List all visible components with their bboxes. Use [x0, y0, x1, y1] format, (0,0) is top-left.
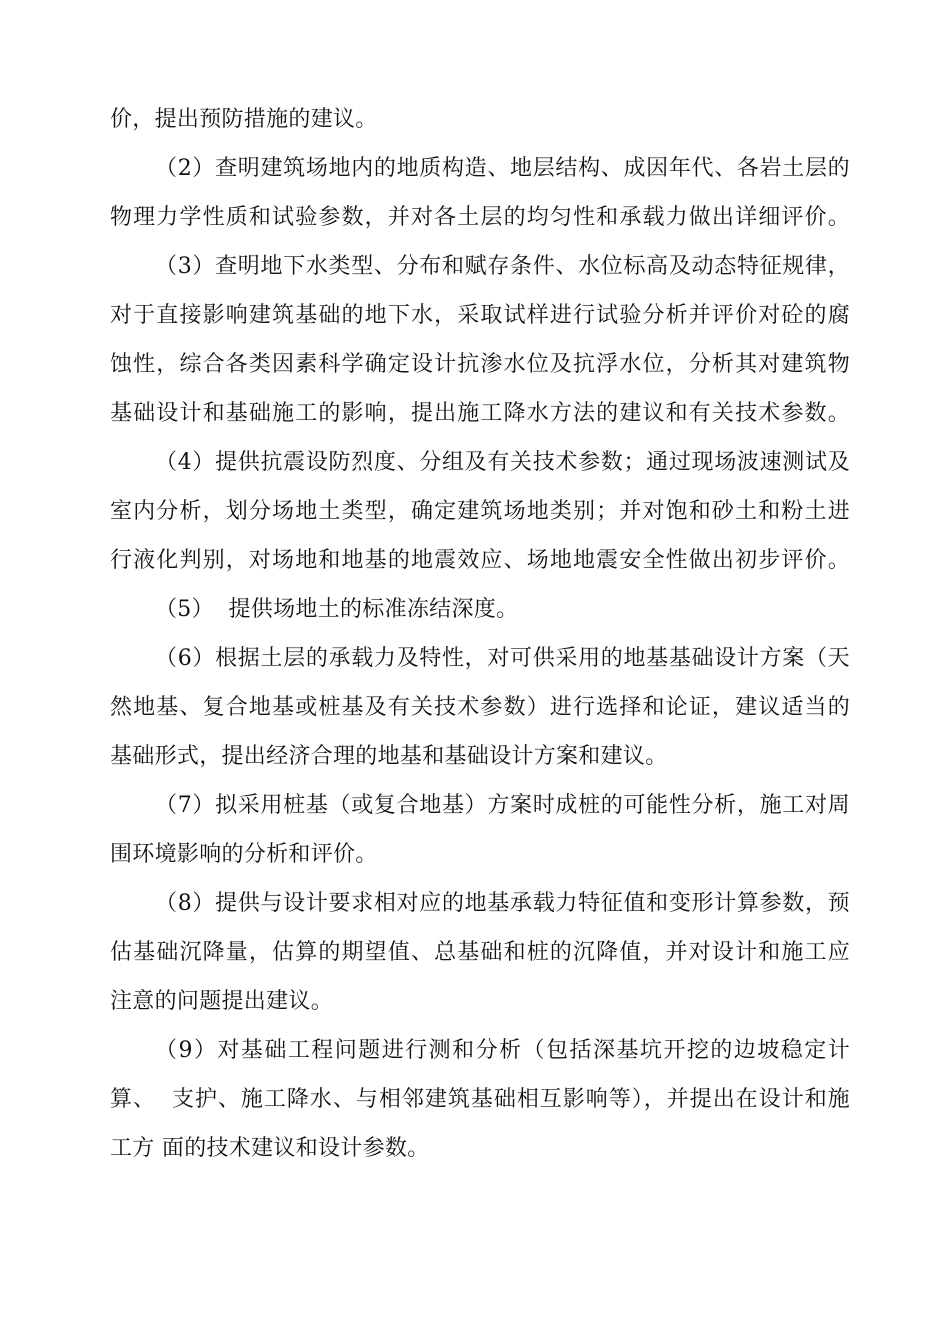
text-line: 算、 支护、施工降水、与相邻建筑基础相互影响等），并提出在设计和施 — [110, 1087, 850, 1112]
text-line: 物理力学性质和试验参数，并对各土层的均匀性和承载力做出详细评价。 — [110, 205, 850, 230]
text-line: 工方 面的技术建议和设计参数。 — [110, 1136, 430, 1161]
text-line: 注意的问题提出建议。 — [110, 989, 334, 1014]
text-line: （6）根据土层的承载力及特性，对可供采用的地基基础设计方案（天 — [155, 646, 850, 671]
text-line: 基础设计和基础施工的影响，提出施工降水方法的建议和有关技术参数。 — [110, 401, 850, 426]
text-line: 围环境影响的分析和评价。 — [110, 842, 378, 867]
text-line: 行液化判别，对场地和地基的地震效应、场地地震安全性做出初步评价。 — [110, 548, 850, 573]
text-line: 估基础沉降量，估算的期望值、总基础和桩的沉降值，并对设计和施工应 — [110, 940, 850, 965]
text-line: 室内分析，划分场地土类型，确定建筑场地类别；并对饱和砂土和粉土进 — [110, 499, 850, 524]
text-line: （9）对基础工程问题进行测和分析（包括深基坑开挖的边坡稳定计 — [155, 1038, 850, 1063]
text-line: （2）查明建筑场地内的地质构造、地层结构、成因年代、各岩土层的 — [155, 156, 850, 181]
text-line: 对于直接影响建筑基础的地下水，采取试样进行试验分析并评价对砼的腐 — [110, 303, 850, 328]
text-line: 基础形式，提出经济合理的地基和基础设计方案和建议。 — [110, 744, 668, 769]
text-line: （3）查明地下水类型、分布和赋存条件、水位标高及动态特征规律， — [155, 254, 850, 279]
text-line: 然地基、复合地基或桩基及有关技术参数）进行选择和论证，建议适当的 — [110, 695, 850, 720]
text-line: （5） 提供场地土的标准冻结深度。 — [155, 597, 519, 622]
text-line: 价，提出预防措施的建议。 — [110, 107, 378, 132]
text-line: （4）提供抗震设防烈度、分组及有关技术参数；通过现场波速测试及 — [155, 450, 850, 475]
text-line: 蚀性，综合各类因素科学确定设计抗渗水位及抗浮水位，分析其对建筑物 — [110, 352, 850, 377]
text-line: （7）拟采用桩基（或复合地基）方案时成桩的可能性分析，施工对周 — [155, 793, 850, 818]
text-line: （8）提供与设计要求相对应的地基承载力特征值和变形计算参数，预 — [155, 891, 850, 916]
